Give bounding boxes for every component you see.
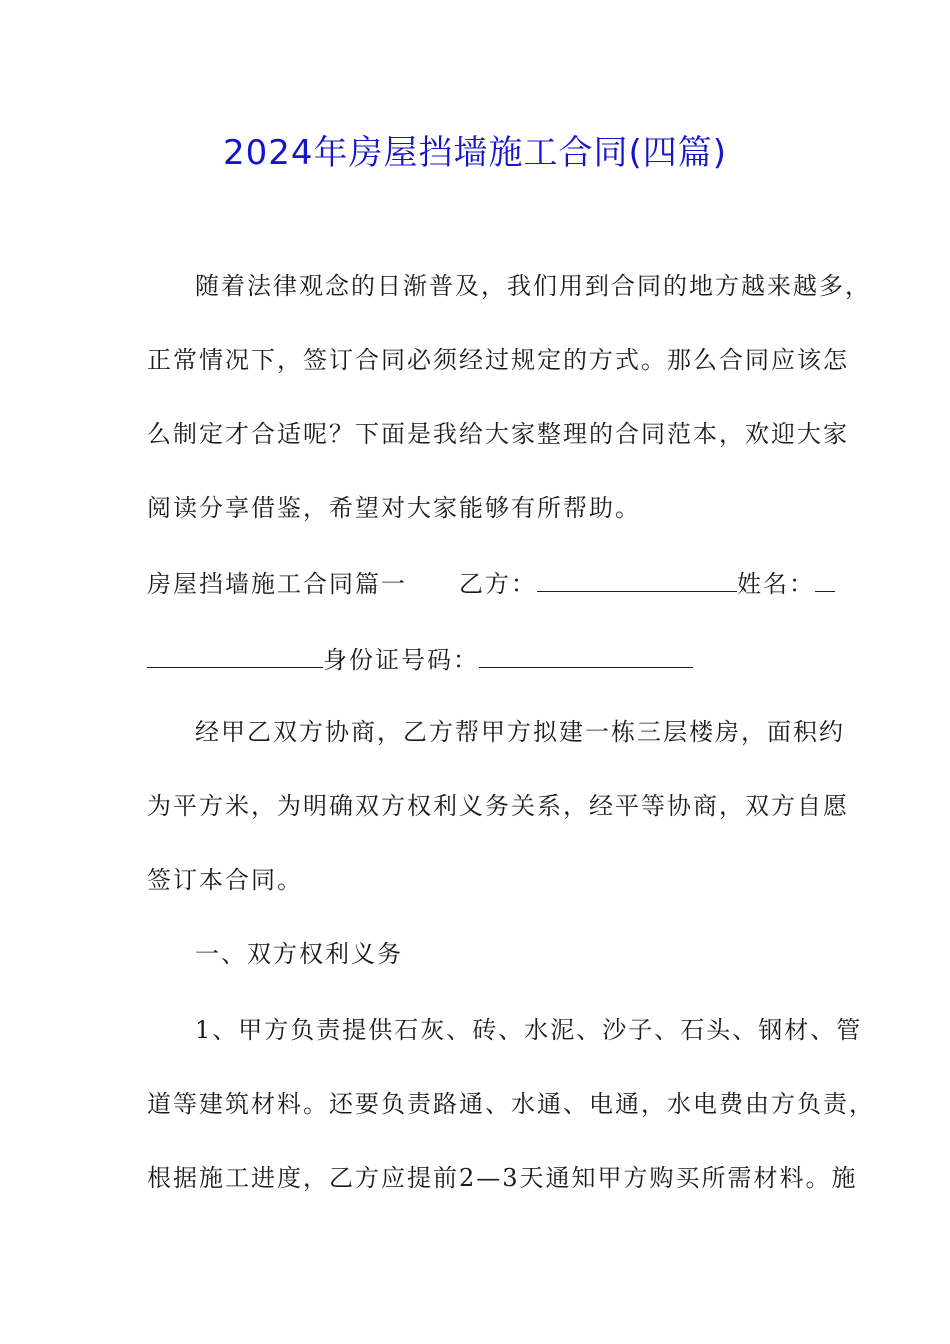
id-blank [479,645,693,668]
party-b-label: 乙方： [459,570,537,598]
body-line: 1、甲方负责提供石灰、砖、水泥、沙子、石头、钢材、管 [195,1016,863,1044]
section-heading-row [147,566,835,602]
body-line: 经甲乙双方协商，乙方帮甲方拟建一栋三层楼房，面积约 [195,718,845,746]
body-line: 根据施工进度，乙方应提前2—3天通知甲方购买所需材料。施 [147,1164,858,1192]
name-blank [815,569,835,592]
clause-heading: 一、双方权利义务 [195,940,403,968]
body-line: 签订本合同。 [147,866,303,894]
intro-line: 阅读分享借鉴，希望对大家能够有所帮助。 [147,494,641,522]
name-blank-continued [147,645,323,668]
body-line: 为平方米，为明确双方权利义务关系，经平等协商，双方自愿 [147,792,849,820]
body-line: 道等建筑材料。还要负责路通、水通、电通，水电费由方负责， [147,1090,875,1118]
id-label: 身份证号码： [323,646,479,674]
id-row [147,642,693,678]
name-label: 姓名： [737,570,815,598]
intro-line: 正常情况下，签订合同必须经过规定的方式。那么合同应该怎 [147,346,849,374]
intro-line: 么制定才合适呢？下面是我给大家整理的合同范本，欢迎大家 [147,420,849,448]
intro-line: 随着法律观念的日渐普及，我们用到合同的地方越来越多， [195,272,871,300]
section-heading: 房屋挡墙施工合同篇一 [147,570,407,598]
party-b-blank [537,569,737,592]
document-title: 2024年房屋挡墙施工合同(四篇) [222,133,728,173]
